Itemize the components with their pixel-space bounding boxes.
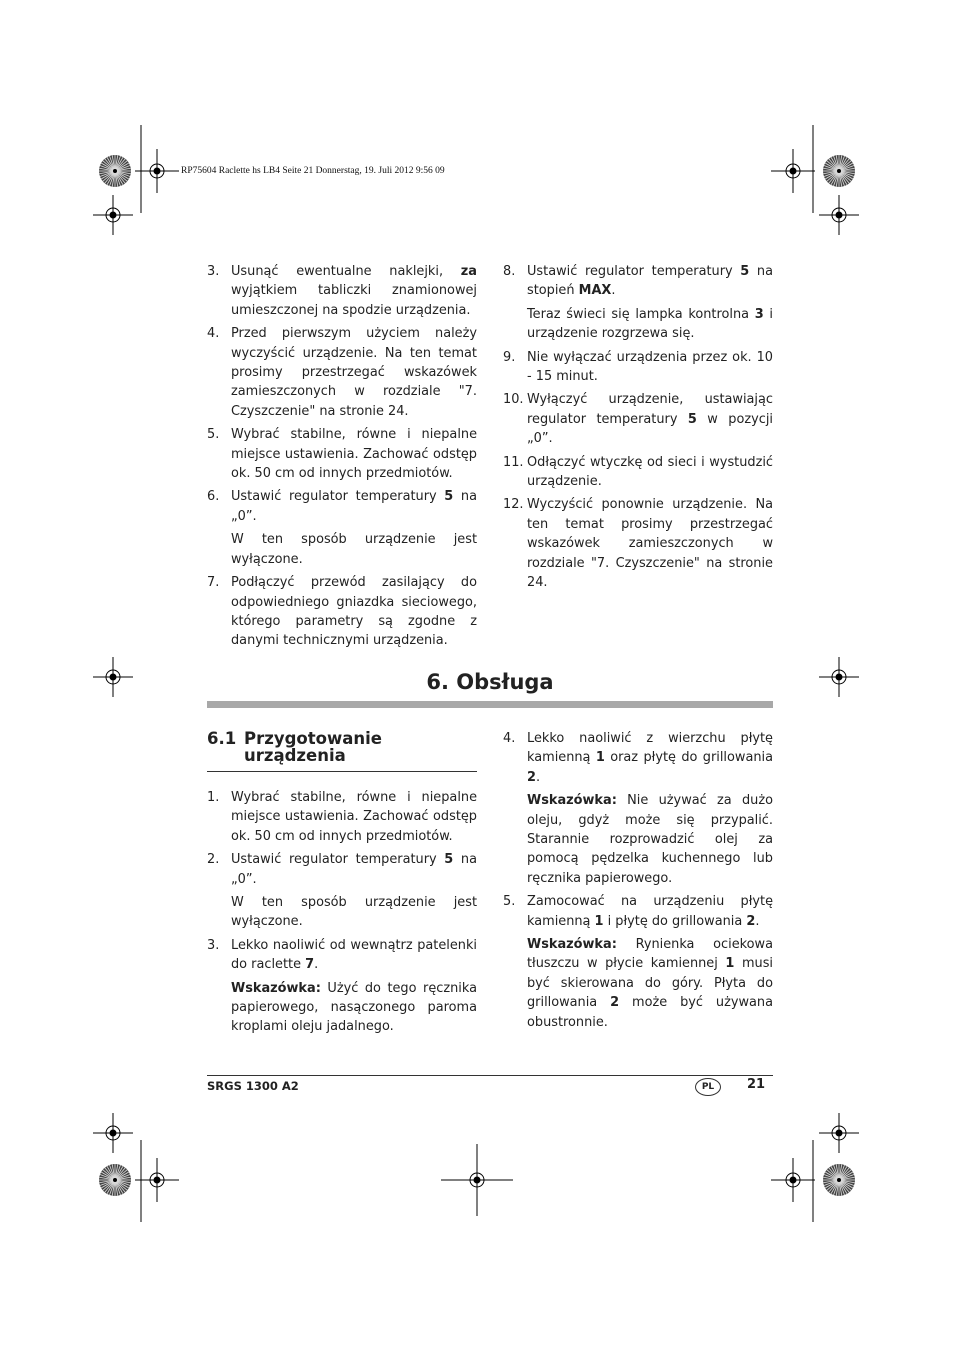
list-item-note [503, 935, 773, 1032]
bold-text: 1 [594, 913, 604, 929]
bold-text: 2 [527, 769, 536, 785]
bold-text: 3 [754, 306, 764, 322]
text: . [755, 913, 760, 929]
right-column-top [503, 262, 773, 597]
bold-text: Wskazówka: [231, 980, 321, 996]
bold-text: Wskazówka: [527, 793, 617, 809]
list-item-number: 8. [503, 264, 516, 279]
section-bar [207, 701, 773, 708]
text: Przed pierwszym użyciem należy wyczyścić urządzenie. Na ten temat prosimy przestrzegać wskazówek zamieszczonych w rozdziale "7. Czyszczenie" na stronie 24. [231, 326, 477, 419]
text: Usunąć ewentualne naklejki, [231, 264, 461, 279]
list-item [207, 324, 477, 421]
bold-text: 5 [740, 264, 750, 279]
print-header: RP75604 Raclette hs LB4 Seite 21 Donnerstag, 19. Juli 2012 9:56 09 [181, 166, 445, 176]
list-item [207, 573, 477, 651]
bold-text: 5 [687, 411, 697, 427]
list-item-number: 2. [207, 852, 220, 868]
list-item [207, 850, 477, 889]
bold-text: Wskazówka: [527, 937, 617, 953]
list-item-number: 4. [207, 326, 220, 342]
footer-rule [207, 1075, 773, 1076]
list-item [207, 262, 477, 320]
footer-model: SRGS 1300 A2 [207, 1079, 299, 1093]
list-item-number: 12. [503, 497, 524, 513]
list-item-number: 6. [207, 489, 220, 505]
left-column-bottom [207, 788, 477, 1041]
text: W ten sposób urządzenie jest wyłączone. [231, 895, 477, 930]
text: Teraz świeci się lampka kontrolna [527, 306, 755, 322]
bold-text: 1 [595, 750, 605, 766]
bold-text: MAX [578, 283, 612, 299]
list-item-note [503, 791, 773, 888]
bold-text: 1 [725, 956, 735, 972]
text: Wybrać stabilne, równe i niepalne miejsce ustawienia. Zachować odstęp ok. 50 cm od innych przedmiotów. [231, 427, 477, 482]
list-item-number: 11. [503, 454, 524, 470]
text: Użyć do tego ręcznika papierowego, nasączonego paroma kroplami oleju jadalnego. [231, 980, 477, 1035]
text: Podłączyć przewód zasilający do odpowiedniego gniazdka sieciowego, którego parametry są zgodne z danymi technicznymi urządzenia. [231, 575, 477, 649]
text: . [314, 957, 319, 973]
list-item-number: 5. [503, 894, 516, 910]
section-title: 6. Obsługa [426, 670, 554, 694]
subsection-number: 6.1 [207, 729, 237, 748]
text: Rynienka ociekowa tłuszczu w płycie kamiennej [527, 937, 773, 972]
list-item-note [207, 893, 477, 932]
text: . [611, 283, 616, 299]
list-item [503, 453, 773, 492]
subsection-title [207, 730, 477, 764]
text: Wyczyścić ponownie urządzenie. Na ten temat prosimy przestrzegać wskazówek zamieszczonych w rozdziale "7. Czyszczenie" na stronie 24. [527, 497, 773, 591]
text: na „0”. [231, 489, 477, 524]
list-item-number: 4. [503, 731, 516, 746]
text: na „0”. [231, 852, 477, 887]
list-item [503, 390, 773, 448]
text: Ustawić regulator temperatury [527, 264, 741, 279]
text: Zamocować na urządzeniu płytę kamienną [527, 894, 773, 929]
bold-text: 2 [746, 913, 756, 929]
list-item [503, 262, 773, 301]
list-item [503, 892, 773, 931]
list-item-note [207, 979, 477, 1037]
text: i urządzenie rozgrzewa się. [527, 306, 773, 342]
text: w pozycji „0”. [527, 411, 773, 447]
bold-text: 2 [610, 995, 620, 1011]
list-item [207, 487, 477, 526]
footer-page-number: 21 [747, 1077, 766, 1092]
text: Lekko naoliwić od wewnątrz patelenki do raclette [231, 937, 477, 973]
right-column-bottom [503, 729, 773, 1036]
list-item-number: 9. [503, 349, 516, 365]
text: W ten sposób urządzenie jest wyłączone. [231, 532, 477, 567]
list-item [503, 495, 773, 592]
text: Nie wyłączać urządzenia przez ok. 10 - 15 minut. [527, 349, 773, 385]
text: na stopień [527, 264, 773, 299]
text: i płytę do grillowania [603, 913, 747, 929]
bold-text: 5 [444, 489, 454, 505]
list-item-number: 10. [503, 392, 524, 408]
list-item [207, 788, 477, 846]
text: Odłączyć wtyczkę od sieci i wystudzić urządzenie. [527, 454, 773, 490]
list-item-number: 3. [207, 937, 220, 953]
text: Wybrać stabilne, równe i niepalne miejsce ustawienia. Zachować odstęp ok. 50 cm od innych przedmiotów. [231, 790, 477, 844]
list-item [207, 425, 477, 483]
subsection-line2: urządzenia [244, 746, 346, 765]
list-item-note [207, 530, 477, 569]
list-item-number: 3. [207, 264, 220, 279]
list-item-number: 1. [207, 790, 220, 805]
text: wyjątkiem tabliczki znamionowej umieszczonej na spodzie urządzenia. [231, 283, 477, 318]
text: Wyłączyć urządzenie, ustawiając regulator temperatury [527, 392, 773, 427]
text: . [535, 769, 541, 785]
bold-text: 7 [305, 957, 315, 973]
text: Lekko naoliwić z wierzchu płytę kamienną [527, 731, 773, 766]
text: Ustawić regulator temperatury [231, 852, 445, 868]
list-item [207, 936, 477, 975]
text: musi być skierowana do góry. Płyta do grillowania [527, 956, 773, 1011]
list-item-number: 7. [207, 575, 220, 591]
text: oraz płytę do grillowania [604, 750, 773, 766]
list-item [503, 729, 773, 787]
subsection-rule [207, 771, 477, 772]
subsection-line1: Przygotowanie [244, 729, 382, 748]
list-item-number: 5. [207, 427, 220, 443]
text: może być używana obustronnie. [527, 995, 773, 1030]
list-item-note [503, 305, 773, 344]
text: Ustawić regulator temperatury [231, 489, 445, 505]
bold-text: za [460, 264, 477, 279]
list-item [503, 348, 773, 387]
footer-language-badge: PL [695, 1078, 721, 1096]
text: Nie używać za dużo oleju, gdyż może się przypalić. Starannie rozprowadzić olej za pomocą pędzelka kuchennego lub ręcznika papierowego. [527, 793, 773, 886]
left-column-top [207, 262, 477, 655]
bold-text: 5 [444, 852, 454, 868]
